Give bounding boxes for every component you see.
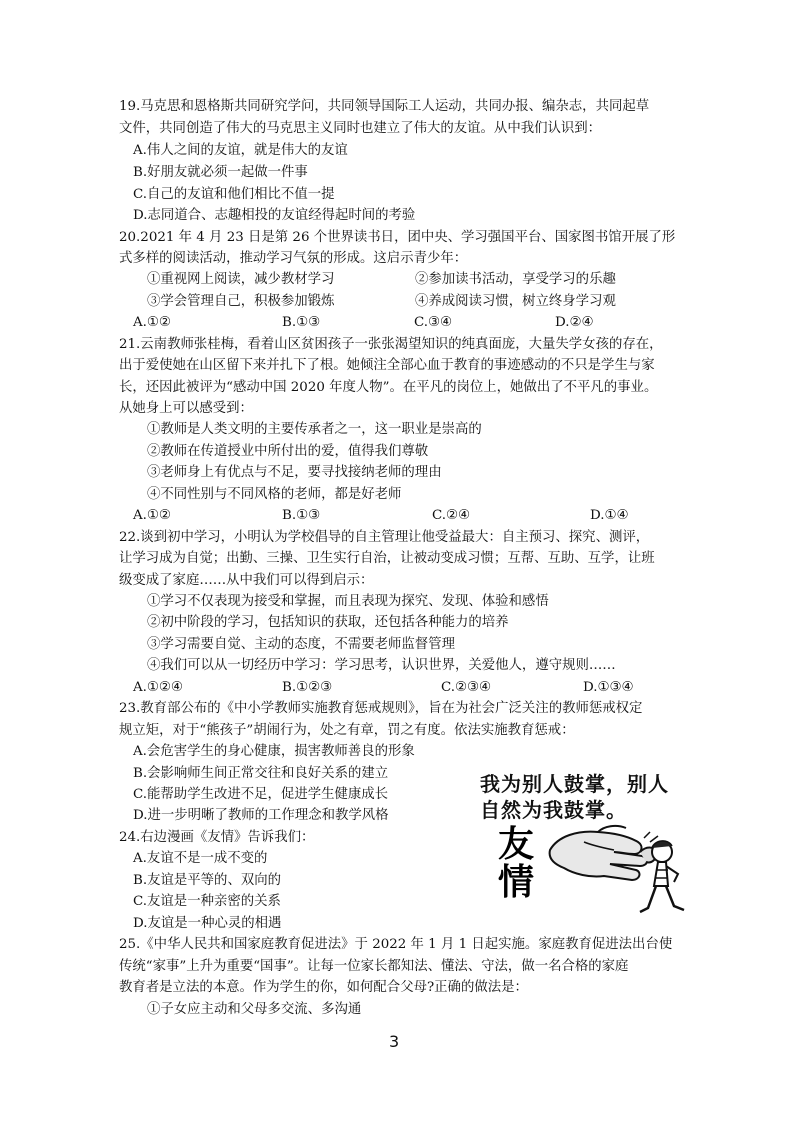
q23-stem-line-2: 规立矩，对于“熊孩子”胡闹行为，处之有章，罚之有度。依法实施教育惩戒： (119, 723, 575, 738)
q19-stem-line-1: 19.马克思和恩格斯共同研究学问，共同领导国际工人运动，共同办报、编杂志，共同起草 (119, 99, 650, 114)
q21-choice-b: B.①③ (282, 508, 321, 523)
q25-statement-1: ①子女应主动和父母多交流、多沟通 (147, 1002, 362, 1017)
q24-stem: 24.右边漫画《友情》告诉我们： (119, 830, 315, 845)
cartoon-caption-line-2: 自然为我鼓掌。 (480, 798, 627, 822)
q22-choice-b: B.①②③ (282, 680, 333, 695)
cartoon-caption-line-1: 我为别人鼓掌，别人 (480, 772, 669, 796)
q22-stem-line-2: 让学习成为自觉；出勤、三操、卫生实行自治，让被动变成习惯；互帮、互助、互学，让班 (119, 551, 655, 566)
q22-choice-d: D.①③④ (583, 680, 634, 695)
q20-statement-4: ④养成阅读习惯，树立终身学习观 (415, 294, 616, 309)
q22-choice-c: C.②③④ (441, 680, 492, 695)
q25-stem-line-3: 教育者是立法的本意。作为学生的你，如何配合父母?正确的做法是： (119, 980, 528, 995)
q22-statement-4: ④我们可以从一切经历中学习：学习思考，认识世界，关爱他人，遵守规则…… (147, 658, 616, 673)
page-number: 3 (389, 1032, 400, 1051)
q21-stem-line-3: 长，还因此被评为“感动中国 2020 年度人物”。在平凡的岗位上，她做出了不平凡的事业。 (119, 380, 658, 395)
q22-statement-1: ①学习不仅表现为接受和掌握，而且表现为探究、发现、体验和感悟 (147, 594, 549, 609)
q22-stem-line-3: 级变成了家庭……从中我们可以得到启示： (119, 573, 374, 588)
clapping-hands-illustration (544, 812, 694, 924)
q19-option-c: C.自己的友谊和他们相比不值一提 (133, 187, 335, 202)
cartoon-title-char-1: 友 (498, 823, 535, 865)
q21-statement-4: ④不同性别与不同风格的老师，都是好老师 (147, 487, 402, 502)
q23-stem-line-1: 23.教育部公布的《中小学教师实施教育惩戒规则》，旨在为社会广泛关注的教师惩戒权定 (119, 701, 643, 716)
q23-option-d: D.进一步明晰了教师的工作理念和教学风格 (133, 808, 389, 823)
q19-option-d: D.志同道合、志趣相投的友谊经得起时间的考验 (133, 208, 416, 223)
q20-statement-3: ③学会管理自己，积极参加锻炼 (147, 294, 335, 309)
q22-choice-a: A.①②④ (133, 680, 183, 695)
q20-statement-2: ②参加读书活动，享受学习的乐趣 (415, 272, 616, 287)
q21-choice-c: C.②④ (432, 508, 471, 523)
cartoon-title-char-2: 情 (498, 861, 535, 903)
q25-stem-line-1: 25.《中华人民共和国家庭教育促进法》于 2022 年 1 月 1 日起实施。家庭教育促进法出台使 (119, 937, 673, 952)
q20-stem-line-2: 式多样的阅读活动，推动学习气氛的形成。这启示青少年： (119, 251, 468, 266)
q21-statement-1: ①教师是人类文明的主要传承者之一，这一职业是崇高的 (147, 422, 482, 437)
q21-choice-d: D.①④ (590, 508, 629, 523)
q19-stem-line-2: 文件，共同创造了伟大的马克思主义同时也建立了伟大的友谊。从中我们认识到： (119, 121, 602, 136)
q22-stem-line-1: 22.谈到初中学习，小明认为学校倡导的自主管理让他受益最大：自主预习、探究、测评， (119, 530, 650, 545)
q25-stem-line-2: 传统“家事”上升为重要“国事”。让每一位家长都知法、懂法、守法，做一名合格的家庭 (119, 959, 629, 974)
q23-option-b: B.会影响师生间正常交往和良好关系的建立 (133, 766, 389, 781)
q21-choice-a: A.①② (133, 508, 171, 523)
friendship-cartoon (466, 762, 698, 912)
q23-option-a: A.会危害学生的身心健康，损害教师善良的形象 (133, 744, 415, 759)
q20-choice-b: B.①③ (282, 315, 321, 330)
q20-stem-line-1: 20.2021 年 4 月 23 日是第 26 个世界读书日，团中央、学习强国平台、国家图书馆开展了形 (119, 230, 676, 245)
q24-option-d: D.友谊是一种心灵的相遇 (133, 916, 282, 931)
q21-statement-3: ③老师身上有优点与不足，要寻找接纳老师的理由 (147, 465, 442, 480)
q23-option-c: C.能帮助学生改进不足，促进学生健康成长 (133, 787, 389, 802)
q21-stem-line-2: 出于爱使她在山区留下来并扎下了根。她倾注全部心血于教育的事迹感动的不只是学生与家 (119, 358, 655, 373)
q20-choice-d: D.②④ (555, 315, 594, 330)
q20-statement-1: ①重视网上阅读，减少教材学习 (147, 272, 335, 287)
q21-stem-line-4: 从她身上可以感受到： (119, 401, 253, 416)
q20-choice-c: C.③④ (414, 315, 453, 330)
q24-option-a: A.友谊不是一成不变的 (133, 851, 268, 866)
q21-stem-line-1: 21.云南教师张桂梅，看着山区贫困孩子一张张渴望知识的纯真面庞，大量失学女孩的存在， (119, 337, 663, 352)
q22-statement-3: ③学习需要自觉、主动的态度，不需要老师监督管理 (147, 637, 455, 652)
q21-statement-2: ②教师在传道授业中所付出的爱，值得我们尊敬 (147, 444, 429, 459)
q19-option-a: A.伟人之间的友谊，就是伟大的友谊 (133, 143, 348, 158)
q19-option-b: B.好朋友就必须一起做一件事 (133, 165, 308, 180)
q22-statement-2: ②初中阶段的学习，包括知识的获取，还包括各种能力的培养 (147, 615, 509, 630)
q24-option-b: B.友谊是平等的、双向的 (133, 873, 282, 888)
q24-option-c: C.友谊是一种亲密的关系 (133, 894, 281, 909)
q20-choice-a: A.①② (133, 315, 171, 330)
